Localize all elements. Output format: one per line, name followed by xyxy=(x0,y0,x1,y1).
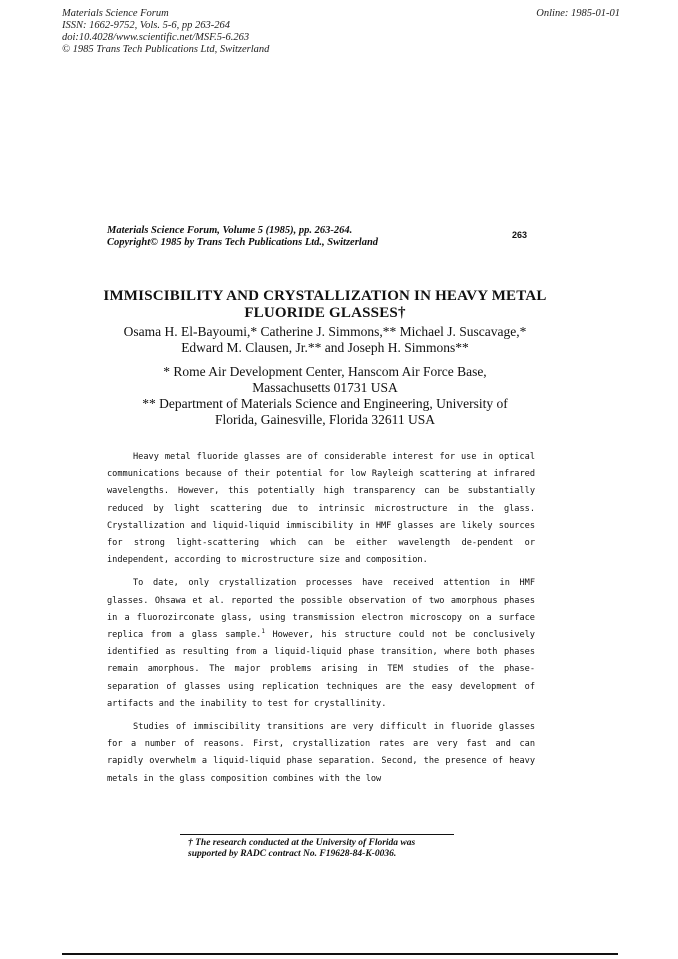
page-number: 263 xyxy=(512,230,528,240)
paragraph-3: Studies of immiscibility transitions are very difficult in fluoride glasses for a number of reasons. First, crystallization rates are very fast and can rapidly overwhelm a liquid-liquid phase separation. Second, the presence of heavy metals in the glass composition combines with the low xyxy=(107,722,535,784)
paper-title xyxy=(80,288,570,322)
journal-header xyxy=(107,225,507,249)
affiliation-2-line2: Florida, Gainesville, Florida 32611 USA xyxy=(215,412,435,427)
affiliation-1-line2: Massachusetts 01731 USA xyxy=(252,380,398,395)
copyright-line: © 1985 Trans Tech Publications Ltd, Switzerland xyxy=(62,44,270,55)
paragraph-2-part-a: To date, only crystallization processes have received attention in HMF glasses. Ohsawa et al. reported the possible observation of two amorphous phases in a fluorozirconate glass, using transmission electron microscopy on a surface replica from a glass sample. xyxy=(107,578,535,641)
online-date: Online: 1985-01-01 xyxy=(536,8,620,19)
authors-line1: Osama H. El-Bayoumi,* Catherine J. Simmons,** Michael J. Suscavage,* xyxy=(123,324,527,339)
publication-metadata xyxy=(62,8,362,56)
paragraph-2 xyxy=(107,575,535,713)
journal-header-line2: Copyright© 1985 by Trans Tech Publications Ltd., Switzerland xyxy=(107,237,379,248)
reference-1-superscript[interactable]: 1 xyxy=(261,628,265,636)
title-line1: IMMISCIBILITY AND CRYSTALLIZATION IN HEAVY METAL xyxy=(103,288,547,304)
title-line2: FLUORIDE GLASSES† xyxy=(244,305,406,321)
footnote-rule xyxy=(180,834,454,835)
affiliations xyxy=(80,364,570,428)
authors-line2: Edward M. Clausen, Jr.** and Joseph H. Simmons** xyxy=(181,340,469,355)
footnote-line1: † The research conducted at the University of Florida was xyxy=(188,838,416,848)
issn-line: ISSN: 1662-9752, Vols. 5-6, pp 263-264 xyxy=(62,20,230,31)
author-list xyxy=(80,324,570,356)
affiliation-1-line1: * Rome Air Development Center, Hanscom Air Force Base, xyxy=(163,364,487,379)
bottom-rule xyxy=(62,953,618,955)
paragraph-2-part-b: However, his structure could not be conclusively identified as resulting from a liquid-liquid phase transition, where both phases remain amorphous. The major problems arising in TEM studies of the phase-separation of glasses using replication techniques are the easy development of artifacts and the inability to test for crystallinity. xyxy=(107,630,535,709)
footnote xyxy=(188,838,508,859)
journal-name: Materials Science Forum xyxy=(62,8,169,19)
footnote-line2: supported by RADC contract No. F19628-84-K-0036. xyxy=(188,848,397,859)
journal-header-line1: Materials Science Forum, Volume 5 (1985), pp. 263-264. xyxy=(107,225,353,236)
paragraph-1: Heavy metal fluoride glasses are of considerable interest for use in optical communications because of their potential for low Rayleigh scattering at infrared wavelengths. However, this potentially high transparency can be substantially reduced by light scattering due to intrinsic microstructure in the glass. Crystallization and liquid-liquid immiscibility in HMF glasses are likely sources for strong light-scattering which can be either wavelength de-pendent or independent, according to microstructure size and composition. xyxy=(107,452,535,566)
body-text xyxy=(107,449,535,794)
doi-link[interactable]: doi:10.4028/www.scientific.net/MSF.5-6.263 xyxy=(62,32,250,43)
affiliation-2-line1: ** Department of Materials Science and Engineering, University of xyxy=(142,396,508,411)
